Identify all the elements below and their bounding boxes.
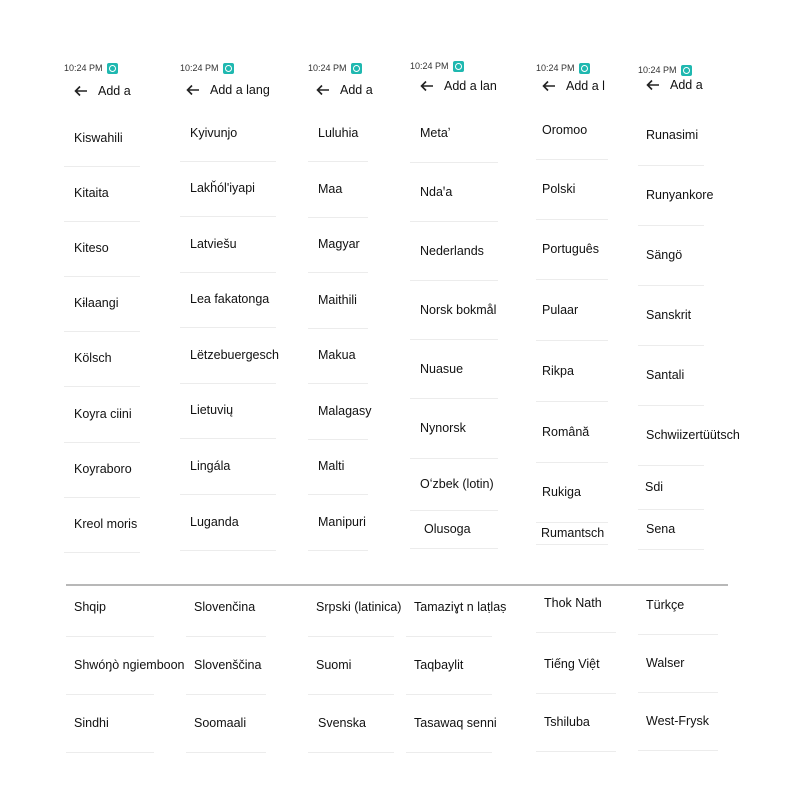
status-time: 10:24 PM bbox=[308, 63, 347, 73]
language-item[interactable]: Oromoo bbox=[536, 100, 608, 160]
language-item[interactable]: Malti bbox=[308, 438, 368, 495]
language-item[interactable]: Walser bbox=[638, 634, 718, 693]
language-item[interactable]: Olusoga bbox=[410, 510, 498, 549]
language-item[interactable]: Tshiluba bbox=[536, 693, 616, 752]
header-title: Add a bbox=[98, 84, 131, 98]
language-item[interactable]: Slovenčina bbox=[186, 578, 266, 637]
language-item[interactable]: Srpski (latinica) bbox=[308, 578, 394, 637]
bottom-column-1 bbox=[66, 578, 185, 758]
language-item[interactable]: Rukiga bbox=[536, 462, 608, 523]
language-item[interactable]: Rikpa bbox=[536, 340, 608, 402]
language-item[interactable]: Runasimi bbox=[638, 105, 704, 166]
language-item[interactable]: Koyraboro bbox=[64, 441, 140, 498]
status-time: 10:24 PM bbox=[410, 61, 449, 71]
header-title: Add a lan bbox=[444, 79, 497, 93]
language-item[interactable]: Sindhi bbox=[66, 694, 154, 753]
screen-header bbox=[420, 75, 497, 97]
language-item[interactable]: Luluhia bbox=[308, 105, 368, 162]
back-arrow-icon[interactable] bbox=[316, 83, 330, 97]
status-bar bbox=[536, 60, 590, 76]
app-notification-icon bbox=[223, 63, 234, 74]
language-item[interactable]: Latviešu bbox=[180, 216, 276, 273]
language-item[interactable]: Tiếng Việt bbox=[536, 635, 616, 694]
language-item[interactable]: Thok Nath bbox=[536, 574, 616, 633]
back-arrow-icon[interactable] bbox=[420, 79, 434, 93]
language-item[interactable]: Lëtzebuergesch bbox=[180, 327, 276, 384]
language-item[interactable]: Shwóŋò ngiemboon bbox=[66, 636, 154, 695]
status-time: 10:24 PM bbox=[638, 65, 677, 75]
screen-header bbox=[74, 80, 131, 102]
back-arrow-icon[interactable] bbox=[186, 83, 200, 97]
language-item[interactable]: Kɨlaangi bbox=[64, 275, 140, 332]
language-item[interactable]: Soomaali bbox=[186, 694, 266, 753]
screen-column-1 bbox=[64, 60, 140, 554]
bottom-column-6 bbox=[638, 578, 718, 758]
language-item[interactable]: Sdi bbox=[638, 465, 704, 510]
language-item[interactable]: Metaʼ bbox=[410, 103, 498, 163]
language-item[interactable]: Luganda bbox=[180, 494, 276, 551]
app-notification-icon bbox=[107, 63, 118, 74]
language-item[interactable]: Română bbox=[536, 401, 608, 463]
app-notification-icon bbox=[579, 63, 590, 74]
screen-column-5 bbox=[536, 60, 608, 554]
language-item[interactable]: Türkçe bbox=[638, 576, 718, 635]
language-item[interactable]: Magyar bbox=[308, 216, 368, 273]
language-item[interactable]: Nederlands bbox=[410, 221, 498, 281]
language-item[interactable]: Lingála bbox=[180, 438, 276, 495]
language-item[interactable]: Norsk bokmål bbox=[410, 280, 498, 340]
back-arrow-icon[interactable] bbox=[542, 79, 556, 93]
language-item[interactable]: Tasawaq senni bbox=[406, 694, 492, 753]
app-notification-icon bbox=[453, 61, 464, 72]
language-item[interactable]: Manipuri bbox=[308, 494, 368, 551]
screen-column-4 bbox=[410, 58, 498, 552]
screen-header bbox=[542, 75, 605, 97]
app-notification-icon bbox=[351, 63, 362, 74]
section-divider bbox=[66, 584, 728, 586]
status-time: 10:24 PM bbox=[180, 63, 219, 73]
language-item[interactable]: Pulaar bbox=[536, 279, 608, 341]
status-time: 10:24 PM bbox=[536, 63, 575, 73]
language-item[interactable]: Sängö bbox=[638, 225, 704, 286]
screen-header bbox=[646, 74, 703, 96]
bottom-column-5 bbox=[536, 578, 616, 758]
language-item[interactable]: Schwiizertüütsch bbox=[638, 405, 704, 466]
language-item[interactable]: Malagasy bbox=[308, 383, 368, 440]
bottom-column-2 bbox=[186, 578, 266, 758]
status-bar bbox=[308, 60, 362, 76]
language-item[interactable]: Polski bbox=[536, 159, 608, 220]
bottom-column-4 bbox=[406, 578, 507, 758]
header-title: Add a lang bbox=[210, 83, 270, 97]
language-item[interactable]: Nynorsk bbox=[410, 398, 498, 459]
status-bar bbox=[180, 60, 234, 76]
bottom-column-3 bbox=[308, 578, 402, 758]
language-item[interactable]: Português bbox=[536, 219, 608, 280]
language-item[interactable]: West-Frysk bbox=[638, 692, 718, 751]
language-item[interactable]: Lea fakatonga bbox=[180, 271, 276, 328]
language-item[interactable]: Rumantsch bbox=[536, 522, 608, 545]
header-title: Add a l bbox=[566, 79, 605, 93]
language-item[interactable]: Taqbaylit bbox=[406, 636, 492, 695]
language-item[interactable]: Kiteso bbox=[64, 220, 140, 277]
language-item[interactable]: Svenska bbox=[308, 694, 394, 753]
language-item[interactable]: Suomi bbox=[308, 636, 394, 695]
language-item[interactable]: Makua bbox=[308, 327, 368, 384]
language-item[interactable]: Slovenščina bbox=[186, 636, 266, 695]
language-item[interactable]: Runyankore bbox=[638, 165, 704, 226]
status-bar bbox=[410, 58, 464, 74]
header-title: Add a bbox=[670, 78, 703, 92]
language-item[interactable]: Kiswahili bbox=[64, 110, 140, 167]
language-item[interactable]: Koyra ciini bbox=[64, 386, 140, 443]
language-item[interactable]: Kreol moris bbox=[64, 496, 140, 553]
status-bar bbox=[64, 60, 118, 76]
screen-column-6 bbox=[638, 62, 740, 552]
screen-header bbox=[316, 79, 373, 101]
language-item[interactable]: Santali bbox=[638, 345, 704, 406]
back-arrow-icon[interactable] bbox=[74, 84, 88, 98]
back-arrow-icon[interactable] bbox=[646, 78, 660, 92]
language-item[interactable]: Sena bbox=[638, 509, 704, 550]
screen-column-3 bbox=[308, 60, 373, 554]
language-item[interactable]: Kitaita bbox=[64, 165, 140, 222]
language-item[interactable]: Lakȟól'iyapi bbox=[180, 160, 276, 217]
language-item[interactable]: Maa bbox=[308, 161, 368, 218]
header-title: Add a bbox=[340, 83, 373, 97]
screen-header bbox=[186, 79, 270, 101]
language-item[interactable]: Kölsch bbox=[64, 330, 140, 387]
screen-column-2 bbox=[180, 60, 279, 554]
language-item[interactable]: Nuasue bbox=[410, 339, 498, 399]
language-item[interactable]: Lietuvių bbox=[180, 382, 276, 439]
language-item[interactable]: Shqip bbox=[66, 578, 154, 637]
language-item[interactable]: Tamaziɣt n laṭlaṣ bbox=[406, 578, 492, 637]
language-item[interactable]: Sanskrit bbox=[638, 285, 704, 346]
language-item[interactable]: Kyivunjo bbox=[180, 105, 276, 162]
language-item[interactable]: Oʻzbek (lotin) bbox=[410, 458, 498, 511]
language-item[interactable]: Maithili bbox=[308, 272, 368, 329]
language-item[interactable]: Ndaꞌa bbox=[410, 162, 498, 222]
status-time: 10:24 PM bbox=[64, 63, 103, 73]
